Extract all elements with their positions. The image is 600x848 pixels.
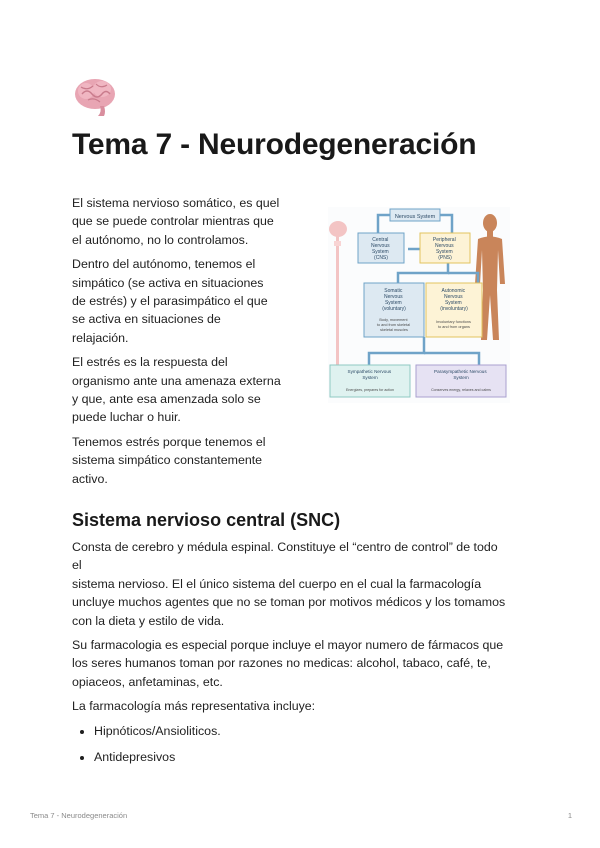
pharmacology-list (72, 722, 532, 767)
intro-paragraph-3: El estrés es la respuesta del organismo ante una amenaza externa y que, ante esa amenzada solo se puede luchar o huir. (72, 355, 281, 425)
snc-section (72, 538, 532, 774)
intro-paragraph-2: Dentro del autónomo, tenemos el simpático (se activa en situaciones de estrés) y el parasimpático el que se activa en situaciones de relajación. (72, 257, 268, 345)
list-item: • Hipnóticos/Ansioliticos. (94, 722, 532, 740)
diagram-desc-somatic: Body, movement to and from skeletal skeletal muscles (376, 318, 411, 332)
page-title: Tema 7 - Neurodegeneración (72, 128, 477, 161)
footer-title: Tema 7 - Neurodegeneración (30, 811, 128, 820)
footer-page-number: 1 (567, 811, 572, 820)
snc-paragraph-3: La farmacología más representativa incluye: (72, 699, 316, 714)
diagram-desc-parasympathetic: Conserves energy, relaxes and calms (431, 388, 491, 392)
snc-paragraph-2: Su farmacologia es especial porque incluye el mayor numero de fármacos que los seres humanos toman por razones no medicas: alcohol, tabaco, café, te, opiaceos, anfetaminas, etc. (72, 638, 504, 689)
intro-paragraph-4: Tenemos estrés porque tenemos el sistema simpático constantemente activo. (72, 434, 266, 486)
section-heading-snc: Sistema nervioso central (SNC) (72, 510, 341, 530)
list-item: • Antidepresivos (94, 748, 532, 766)
diagram-label-parasympathetic: Parasympathetic Nervous System (434, 369, 487, 380)
diagram-label-cns: Central Nervous System (CNS) (370, 237, 390, 261)
diagram-label-sympathetic: Sympathetic Nervous System (347, 369, 392, 380)
diagram-label-pns: Peripheral Nervous System (PNS) (432, 237, 456, 261)
diagram-label-nervous-system: Nervous System (394, 214, 436, 220)
diagram-label-autonomic: Autonomic Nervous System (involuntary) (440, 288, 468, 312)
intro-paragraph-1: El sistema nervioso somático, es quel que se puede controlar mientras que el autónomo, no lo controlamos. (72, 196, 280, 247)
intro-text (72, 194, 294, 494)
brain-icon (72, 76, 118, 118)
diagram-desc-sympathetic: Energizes, prepares for action (346, 388, 394, 392)
snc-paragraph-1: Consta de cerebro y médula espinal. Constituye el “centro de control” de todo el sistema nervioso. El el único sistema del cuerpo en el cual la farmacología uncluye muchos agentes que no se toman por motivos médicos y los tomamos con la dieta y estilo de vida. (72, 540, 506, 628)
diagram-desc-autonomic: Involuntary functions to and from organs (436, 320, 471, 329)
diagram-label-somatic: Somatic Nervous System (voluntary) (382, 288, 406, 312)
nervous-system-diagram (328, 207, 510, 403)
